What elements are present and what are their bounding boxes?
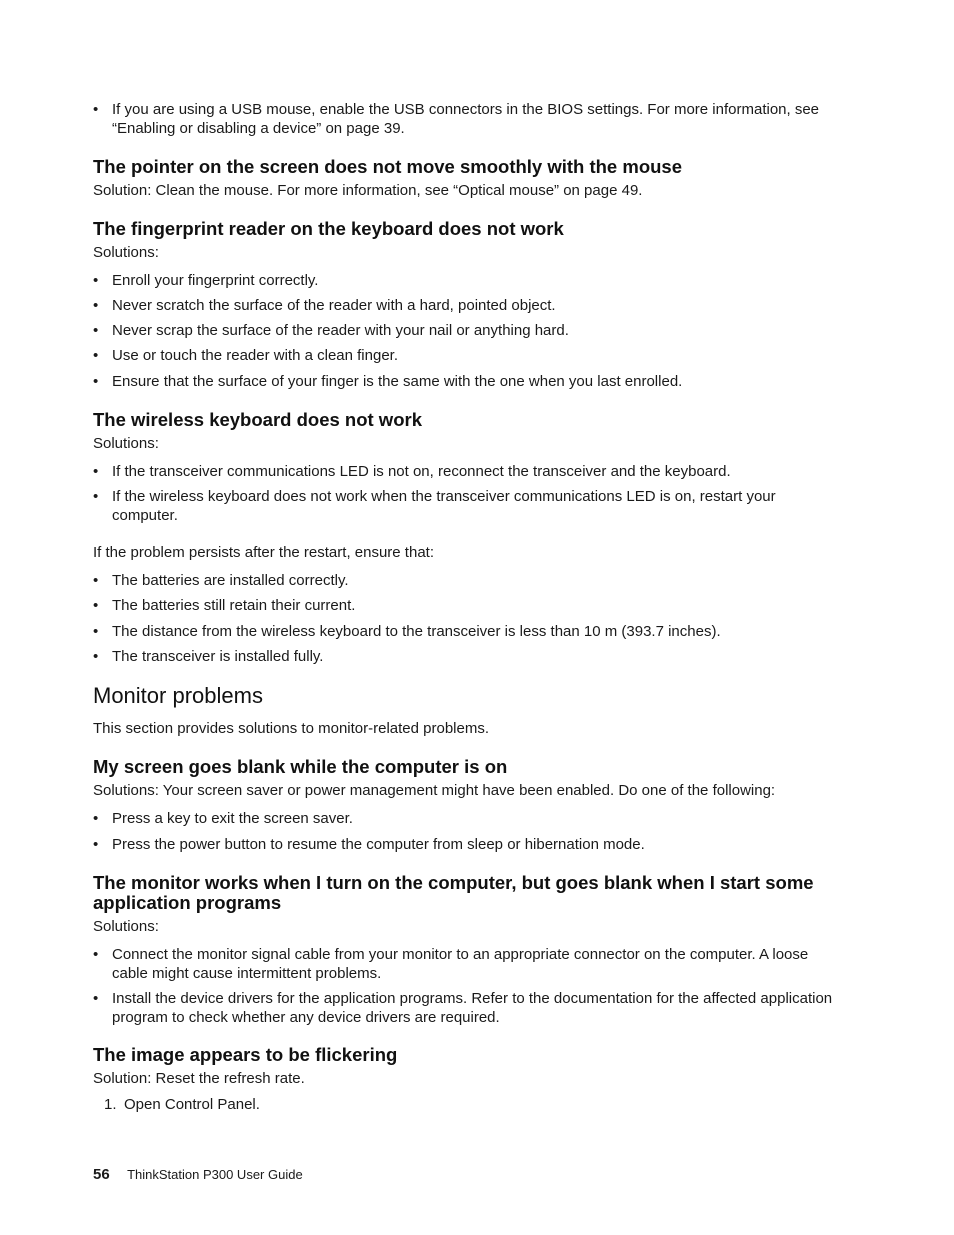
page-footer (93, 1166, 303, 1184)
pointer-solution: Solution: Clean the mouse. For more information, see “Optical mouse” on page 49. (93, 182, 643, 199)
list-item: • Press the power button to resume the computer from sleep or hibernation mode. (93, 835, 833, 854)
persist-text: If the problem persists after the restart, ensure that: (93, 544, 434, 561)
list-item: • If the wireless keyboard does not work when the transceiver communications LED is on, restart your computer. (93, 487, 833, 525)
pointer-heading: The pointer on the screen does not move smoothly with the mouse (93, 156, 682, 177)
intro-bullet-list (93, 100, 833, 138)
wireless-solution-list (93, 462, 833, 525)
list-item: • Connect the monitor signal cable from your monitor to an appropriate connector on the computer. A loose cable might cause intermittent problems. (93, 945, 833, 983)
flicker-solution: Solution: Reset the refresh rate. (93, 1070, 305, 1087)
page-number: 56 (93, 1166, 110, 1183)
fingerprint-solutions-label: Solutions: (93, 244, 159, 261)
document-title: ThinkStation P300 User Guide (127, 1167, 303, 1182)
step-item (93, 1095, 833, 1114)
apps-heading: The monitor works when I turn on the computer, but goes blank when I start some application programs (93, 872, 814, 913)
blank-heading: My screen goes blank while the computer is on (93, 756, 508, 777)
list-item: • Ensure that the surface of your finger is the same with the one when you last enrolled. (93, 372, 833, 391)
list-item: • Install the device drivers for the application programs. Refer to the documentation for the affected application program to check whether any device drivers are required. (93, 989, 833, 1027)
apps-solution-list (93, 945, 833, 1027)
flicker-steps (93, 1095, 833, 1114)
monitor-intro: This section provides solutions to monitor-related problems. (93, 720, 490, 737)
list-item: • The transceiver is installed fully. (93, 647, 833, 666)
blank-solution-list (93, 809, 833, 854)
page-content (93, 100, 833, 1114)
list-item: • If the transceiver communications LED is not on, reconnect the transceiver and the keyboard. (93, 462, 833, 481)
fingerprint-solution-list (93, 271, 833, 391)
monitor-section-title: Monitor problems (93, 683, 263, 708)
list-item: • Use or touch the reader with a clean finger. (93, 346, 833, 365)
list-item: • If you are using a USB mouse, enable the USB connectors in the BIOS settings. For more information, see “Enabling or disabling a device” on page 39. (93, 100, 833, 138)
persist-list (93, 571, 833, 666)
apps-solutions-label: Solutions: (93, 918, 159, 935)
step-text: Open Control Panel. (124, 1096, 260, 1113)
step-number: 1. (104, 1096, 117, 1113)
fingerprint-heading: The fingerprint reader on the keyboard does not work (93, 218, 564, 239)
blank-solution: Solutions: Your screen saver or power management might have been enabled. Do one of the following: (93, 782, 776, 799)
wireless-heading: The wireless keyboard does not work (93, 409, 422, 430)
list-item: • The distance from the wireless keyboard to the transceiver is less than 10 m (393.7 inches). (93, 622, 833, 641)
list-item: • Press a key to exit the screen saver. (93, 809, 833, 828)
list-item: • Enroll your fingerprint correctly. (93, 271, 833, 290)
list-item: • Never scratch the surface of the reader with a hard, pointed object. (93, 296, 833, 315)
flicker-heading: The image appears to be flickering (93, 1044, 398, 1065)
list-item: • The batteries still retain their current. (93, 596, 833, 615)
wireless-solutions-label: Solutions: (93, 435, 159, 452)
list-item: • The batteries are installed correctly. (93, 571, 833, 590)
list-item: • Never scrap the surface of the reader with your nail or anything hard. (93, 321, 833, 340)
